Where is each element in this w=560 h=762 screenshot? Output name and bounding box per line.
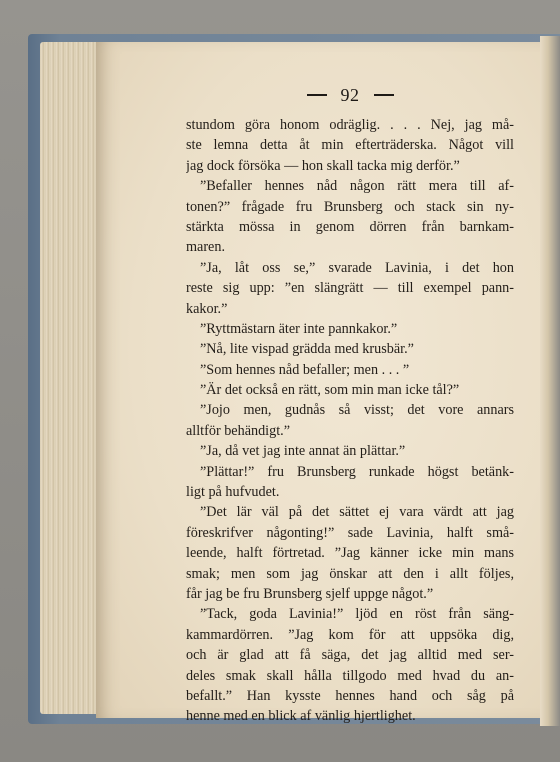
text-line: deles smak skall hålla tillgodo med hvad du an- (186, 667, 514, 684)
text-line: reste sig upp: ”en slängrätt — till exempel pann- (186, 280, 514, 297)
text-line: ”Jojo men, gudnås så visst; det vore annars (200, 402, 514, 419)
text-line: ”Det lär väl på det sättet ej vara värdt att jag (200, 504, 514, 521)
text-line: stärkta mössa in genom dörren från barnkam- (186, 218, 514, 235)
page-edges-right (540, 36, 560, 726)
header-dash-left (307, 94, 327, 96)
text-line: ste lemna detta åt min efterträderska. Något vill (186, 137, 514, 154)
text-line: ”Ja, låt oss se,” svarade Lavinia, i det hon (200, 259, 514, 276)
page-text (186, 115, 514, 727)
text-line: ”Tack, goda Lavinia!” ljöd en röst från säng- (200, 606, 514, 623)
header-dash-right (374, 94, 394, 96)
text-line: och är glad att få säga, det jag alltid med ser- (186, 647, 514, 664)
text-line: alltför behändigt.” (186, 422, 291, 439)
text-line: ”Plättar!” fru Brunsberg runkade högst betänk- (200, 463, 514, 480)
text-line: ”Är det också en rätt, som min man icke tål?” (200, 382, 460, 399)
text-line: tonen?” frågade fru Brunsberg och stack sin ny- (186, 198, 514, 215)
text-line: ligt på hufvudet. (186, 484, 280, 501)
text-line: ”Ja, då vet jag inte annat än plättar.” (200, 443, 406, 460)
text-line: kakor.” (186, 300, 228, 317)
text-line: leende, halft förtretad. ”Jag känner icke min mans (186, 545, 514, 562)
text-line: stundom göra honom odräglig. . . . Nej, jag må- (186, 117, 514, 133)
text-line: föreskrifver någonting!” sade Lavinia, halft små- (186, 524, 514, 541)
text-line: ”Ryttmästarn äter inte pannkakor.” (200, 320, 398, 337)
text-line: ”Nå, lite vispad grädda med krusbär.” (200, 341, 414, 358)
text-line: maren. (186, 239, 225, 256)
text-line: befallt.” Han kysste hennes hand och såg på (186, 687, 514, 704)
text-line: får jag be fru Brunsberg sjelf uppge något.” (186, 585, 434, 602)
page-number: 92 (340, 84, 360, 105)
text-line: ”Som hennes nåd befaller; men . . . ” (200, 361, 410, 378)
text-line: smak; men som jag önskar att den i allt följes, (186, 565, 514, 582)
page-header (186, 82, 514, 108)
text-line: jag dock försöka — hon skall tacka mig derför.” (186, 157, 460, 174)
text-line: kammardörren. ”Jag kom för att uppsöka dig, (186, 626, 514, 643)
text-line: ”Befaller hennes nåd någon rätt mera till af- (200, 178, 514, 195)
text-line: henne med en blick af vänlig hjertlighet. (186, 708, 416, 725)
